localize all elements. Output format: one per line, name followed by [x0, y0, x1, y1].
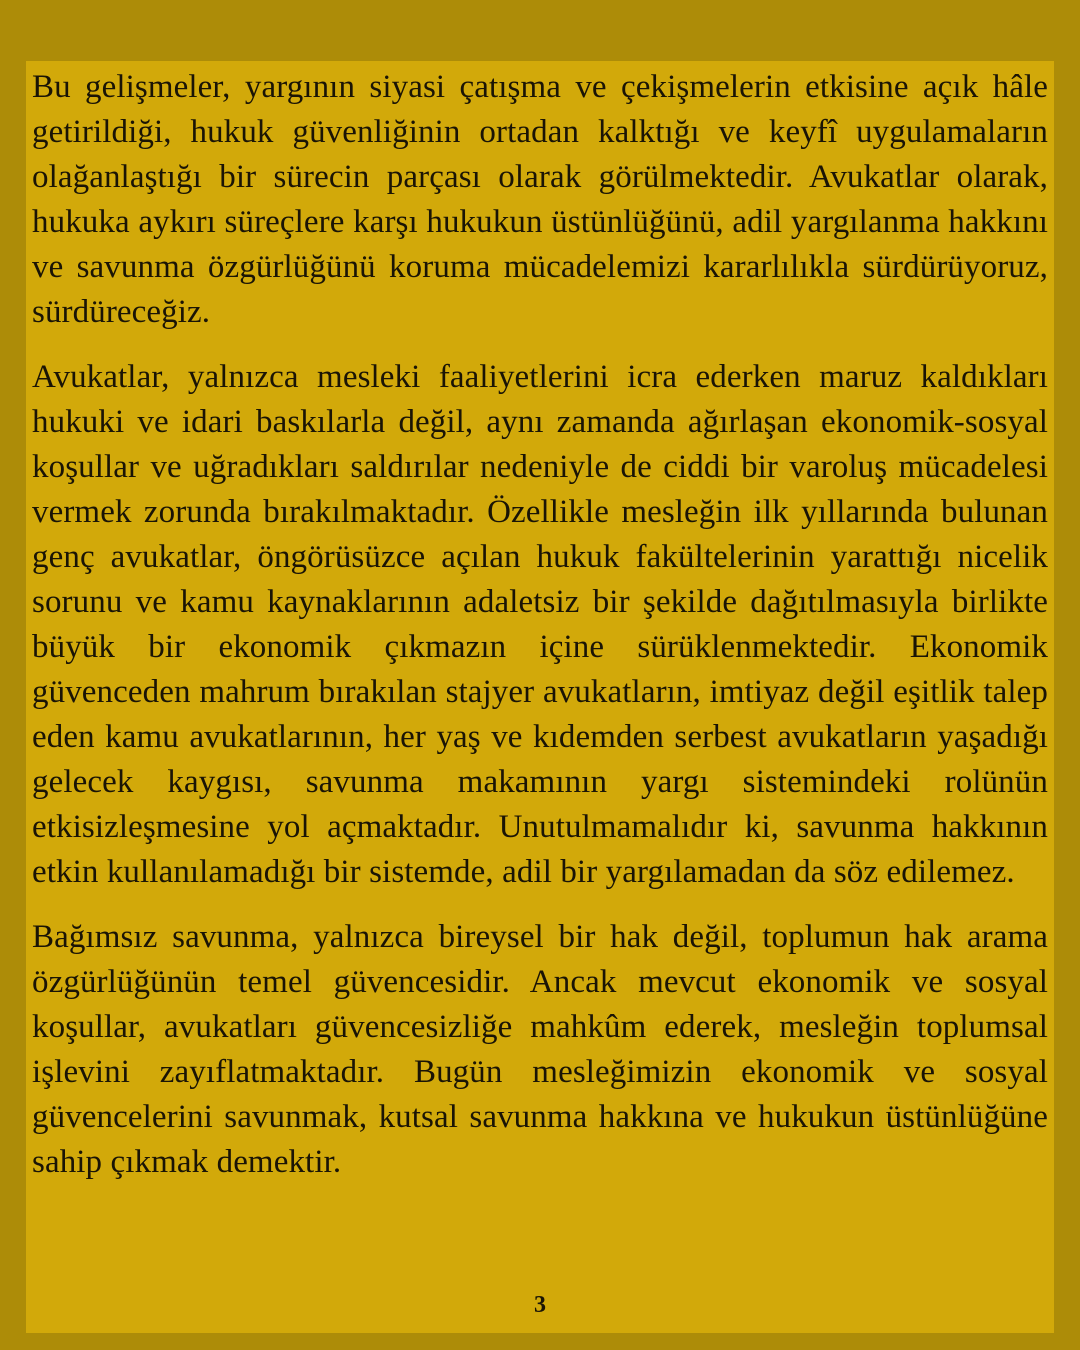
- page-number: 3: [534, 1292, 546, 1318]
- paragraph-3: Bağımsız savunma, yalnızca bireysel bir hak değil, toplumun hak arama özgürlüğünün temel güvencesidir. Ancak mevcut ekonomik ve sosyal koşullar, avukatları güvencesizliğe mahkûm ederek, mesleğin toplumsal işlevini zayıflatmaktadır. Bugün mesleğimizin ekonomik ve sosyal güvencelerini savunmak, kutsal savunma hakkına ve hukukun üstünlüğüne sahip çıkmak demektir.: [32, 919, 1048, 1180]
- paragraph-1: Bu gelişmeler, yargının siyasi çatışma ve çekişmelerin etkisine açık hâle getirildiği, hukuk güvenliğinin ortadan kalktığı ve keyfî uygulamaların olağanlaştığı bir sürecin parçası olarak görülmektedir. Avukatlar olarak, hukuka aykırı süreçlere karşı hukukun üstünlüğünü, adil yargılanma hakkını ve savunma özgürlüğünü koruma mücadelemizi kararlılıkla sürdürüyoruz, sürdüreceğiz.: [32, 69, 1048, 330]
- document-page: [26, 61, 1054, 1333]
- paragraph-2: Avukatlar, yalnızca mesleki faaliyetlerini icra ederken maruz kaldıkları hukuki ve idari baskılarla değil, aynı zamanda ağırlaşan ekonomik-sosyal koşullar ve uğradıkları saldırılar nedeniyle de ciddi bir varoluş mücadelesi vermek zorunda bırakılmaktadır. Özellikle mesleğin ilk yıllarında bulunan genç avukatlar, öngörüsüzce açılan hukuk fakültelerinin yarattığı nicelik sorunu ve kamu kaynaklarının adaletsiz bir şekilde dağıtılmasıyla birlikte büyük bir ekonomik çıkmazın içine sürüklenmektedir. Ekonomik güvenceden mahrum bırakılan stajyer avukatların, imtiyaz değil eşitlik talep eden kamu avukatlarının, her yaş ve kıdemden serbest avukatların yaşadığı gelecek kaygısı, savunma makamının yargı sistemindeki rolünün etkisizleşmesine yol açmaktadır. Unutulmamalıdır ki, savunma hakkının etkin kullanılamadığı bir sistemde, adil bir yargılamadan da söz edilemez.: [32, 359, 1048, 890]
